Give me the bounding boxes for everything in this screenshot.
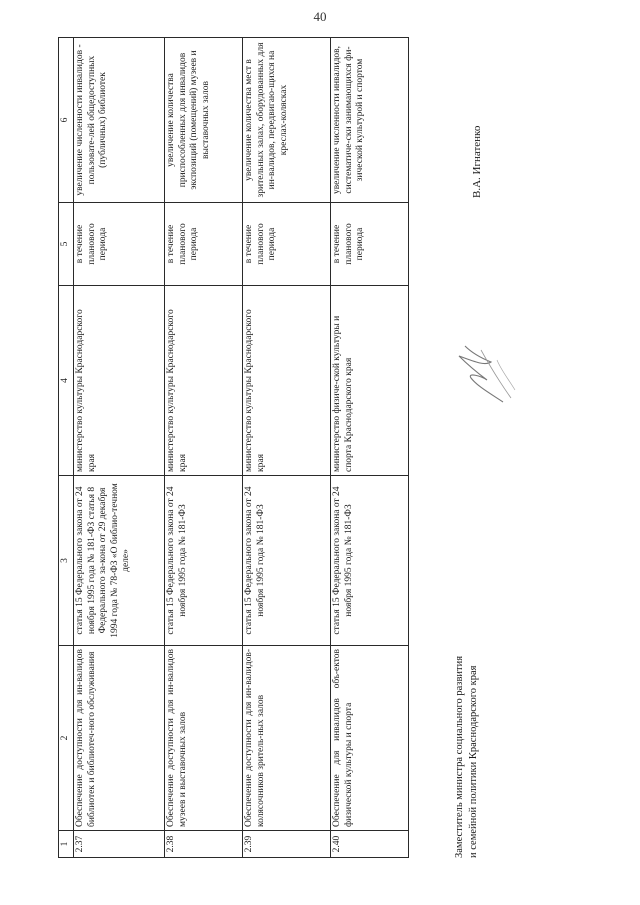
executor-cell: министерство культуры Краснодарского края xyxy=(243,286,331,476)
column-number-2: 2 xyxy=(59,646,74,831)
column-number-3: 3 xyxy=(59,476,74,646)
measure-cell: Обеспечение доступности для ин-валидов-колясочников зритель-ных залов xyxy=(243,646,331,831)
result-cell: увеличение количества приспособленных для инвалидов экспозиций (помещений) музеев и выставочных залов xyxy=(165,38,243,203)
measure-cell: Обеспечение доступности для ин-валидов библиотек и библиотеч-ного обслуживания xyxy=(74,646,165,831)
row-number: 2.40 xyxy=(331,831,409,858)
term-cell: в течение планового периода xyxy=(74,203,165,286)
term-cell: в течение планового периода xyxy=(331,203,409,286)
table-header-row xyxy=(59,38,74,858)
row-number: 2.37 xyxy=(74,831,165,858)
basis-cell: статья 15 Федерального закона от 24 ноября 1995 года № 181-ФЗ статья 8 Федерального за-кона от 29 декабря 1994 года № 78-ФЗ «О библио-течном деле» xyxy=(74,476,165,646)
table-row xyxy=(74,38,165,858)
executor-cell: министерство культуры Краснодарского края xyxy=(74,286,165,476)
executor-cell: министерство культуры Краснодарского края xyxy=(165,286,243,476)
basis-cell: статья 15 Федерального закона от 24 ноября 1995 года № 181-ФЗ xyxy=(165,476,243,646)
table-row xyxy=(331,38,409,858)
result-cell: увеличение численности инвалидов - пользовате-лей общедоступных (публичных) библиотек xyxy=(74,38,165,203)
signer-name: В.А. Игнатенко xyxy=(471,125,483,198)
row-number: 2.39 xyxy=(243,831,331,858)
row-number: 2.38 xyxy=(165,831,243,858)
page-number: 40 xyxy=(313,9,327,24)
column-number-4: 4 xyxy=(59,286,74,476)
position-line-1: Заместитель министра социального развития xyxy=(454,655,465,858)
handwritten-signature-icon xyxy=(441,338,521,408)
basis-cell: статья 15 Федерального закона от 24 ноября 1995 года № 181-ФЗ xyxy=(243,476,331,646)
measure-cell: Обеспечение для инвалидов объ-ектов физической культуры и спорта xyxy=(331,646,409,831)
measures-table xyxy=(58,37,409,858)
table-row xyxy=(165,38,243,858)
table-row xyxy=(243,38,331,858)
result-cell: увеличение численности инвалидов, систематиче-ски занимающихся фи-зической культурой и спортом xyxy=(331,38,409,203)
basis-cell: статья 15 Федерального закона от 24 ноября 1995 года № 181-ФЗ xyxy=(331,476,409,646)
signature-position xyxy=(453,558,481,858)
term-cell: в течение планового периода xyxy=(165,203,243,286)
executor-cell: министерство физиче-ской культуры и спорта Краснодарского края xyxy=(331,286,409,476)
column-number-5: 5 xyxy=(59,203,74,286)
term-cell: в течение планового периода xyxy=(243,203,331,286)
result-cell: увеличение количества мест в зрительных залах, оборудованных для ин-валидов, передвигаю-щихся на креслах-колясках xyxy=(243,38,331,203)
column-number-6: 6 xyxy=(59,38,74,203)
measure-cell: Обеспечение доступности для ин-валидов музеев и выставочных залов xyxy=(165,646,243,831)
position-line-2: и семейной политики Краснодарского края xyxy=(468,665,479,858)
column-number-1: 1 xyxy=(59,831,74,858)
rotated-page-content xyxy=(58,38,638,858)
